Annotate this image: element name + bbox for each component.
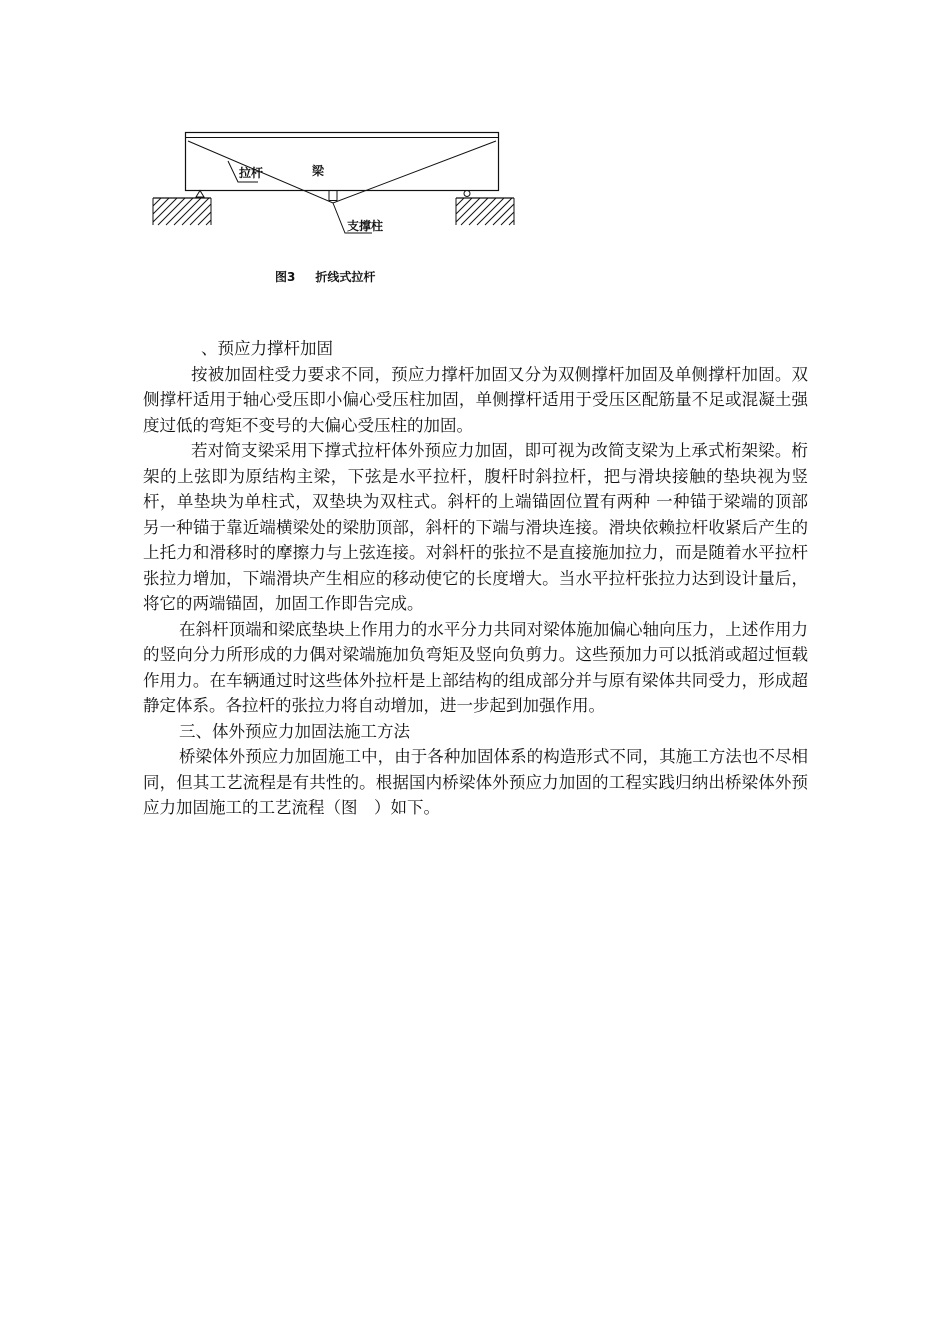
body-text (143, 336, 808, 821)
caption-number: 图3 (275, 270, 296, 284)
strut-block (329, 191, 337, 201)
right-roller (464, 191, 470, 197)
section-heading: 、预应力撑杆加固 (201, 339, 333, 358)
caption-title: 折线式拉杆 (315, 270, 376, 284)
beam-label: 梁 (312, 164, 325, 178)
section-heading-3: 三、体外预应力加固法施工方法 (179, 721, 410, 741)
paragraph: 桥梁体外预应力加固施工中，由于各种加固体系的构造形式不同，其施工方法也不尽相同，但其工艺流程是有共性的。根据国内桥梁体外预应力加固的工程实践归纳出桥梁体外预应力加固施工的工艺流程（图 ）如下。 (143, 747, 808, 817)
left-pier (153, 198, 211, 225)
strut-label: 支撑柱 (347, 219, 384, 233)
tie-rod-line (188, 141, 496, 203)
figure-caption (275, 268, 375, 285)
beam-outline (186, 133, 499, 191)
beam-diagram (140, 120, 540, 260)
paragraph: 若对简支梁采用下撑式拉杆体外预应力加固，即可视为改简支梁为上承式桁架梁。桁架的上弦即为原结构主梁，下弦是水平拉杆，腹杆时斜拉杆，把与滑块接触的垫块视为竖杆，单垫块为单柱式，双垫块为双柱式。斜杆的上端锚固位置有两种 一种锚于梁端的顶部 另一种锚于靠近端横梁处的梁肋顶部，斜杆的下端与滑块连接。滑块依赖拉杆收紧后产生的上托力和滑移时的摩擦力与上弦连接。对斜杆的张拉不是直接施加拉力，而是随着水平拉杆张拉力增加，下端滑块产生相应的移动使它的长度增大。当水平拉杆张拉力达到设计量后，将它的两端锚固，加固工作即告完成。 (143, 441, 808, 613)
right-pier (456, 198, 514, 225)
left-bearing (196, 191, 204, 198)
paragraph: 在斜杆顶端和梁底垫块上作用力的水平分力共同对梁体施加偏心轴向压力，上述作用力的竖向分力所形成的力偶对梁端施加负弯矩及竖向负剪力。这些预加力可以抵消或超过恒载作用力。在车辆通过时这些体外拉杆是上部结构的组成部分并与原有梁体共同受力，形成超静定体系。各拉杆的张拉力将自动增加，进一步起到加强作用。 (143, 619, 808, 715)
paragraph: 按被加固柱受力要求不同，预应力撑杆加固又分为双侧撑杆加固及单侧撑杆加固。双侧撑杆适用于轴心受压即小偏心受压柱加固，单侧撑杆适用于受压区配筋量不足或混凝土强度过低的弯矩不变号的大偏心受压柱的加固。 (143, 364, 808, 435)
tie-rod-label: 拉杆 (239, 166, 264, 180)
